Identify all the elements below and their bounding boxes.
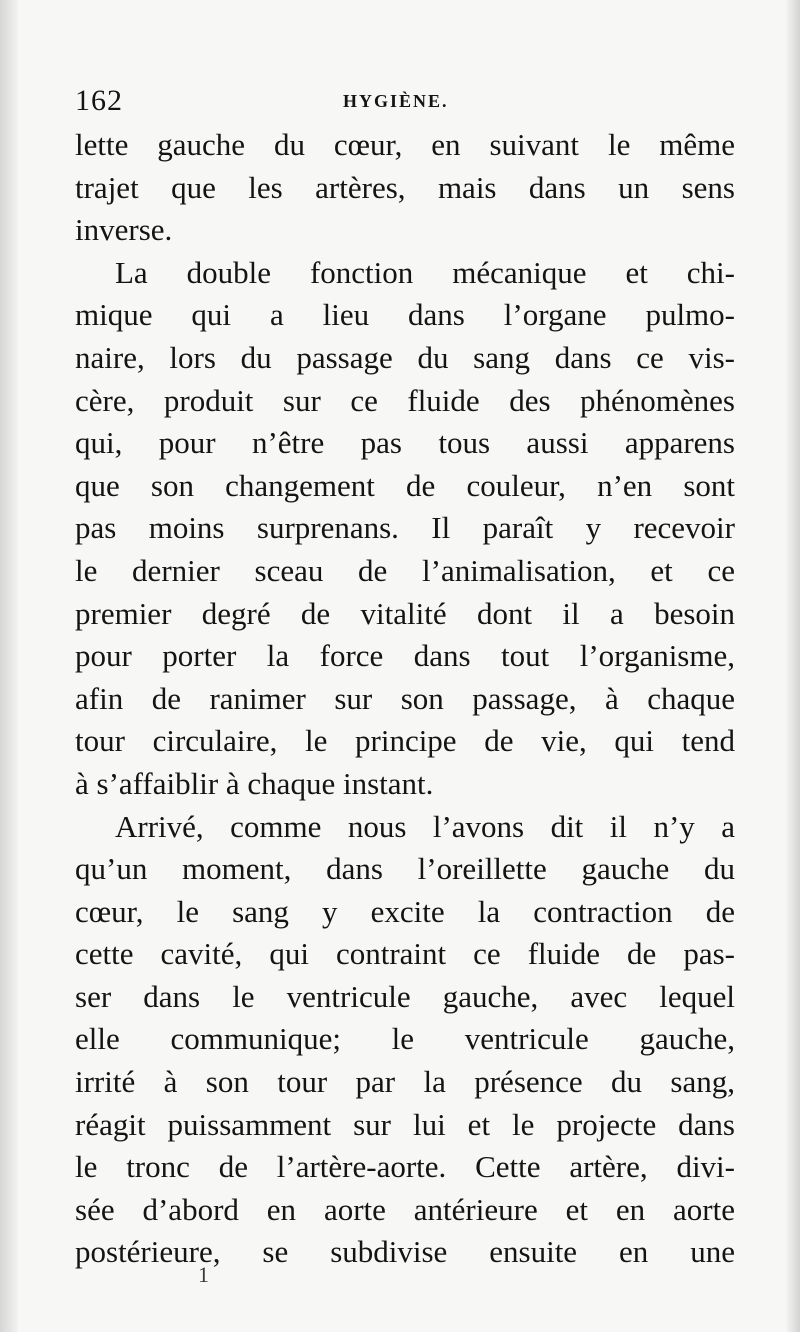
text-line: mique qui a lieu dans l’organe pulmo- <box>75 297 735 333</box>
text-line: à s’affaiblir à chaque instant. <box>75 765 434 801</box>
footer-mark: 1 <box>198 1262 209 1287</box>
page-edge-shadow <box>786 0 800 1332</box>
text-line: inverse. <box>75 212 173 248</box>
text-line: trajet que les artères, mais dans un sens <box>75 169 735 205</box>
text-line: sée d’abord en aorte antérieure et en aorte <box>75 1191 735 1227</box>
page-number: 162 <box>75 84 123 117</box>
text-line: Arrivé, comme nous l’avons dit il n’y a <box>115 808 735 844</box>
text-line: premier degré de vitalité dont il a besoin <box>75 595 735 631</box>
text-line: ser dans le ventricule gauche, avec lequel <box>75 978 735 1014</box>
text-line: réagit puissamment sur lui et le projecte dans <box>75 1106 735 1142</box>
text-line: qui, pour n’être pas tous aussi apparens <box>75 425 735 461</box>
text-line: que son changement de couleur, n’en sont <box>75 467 735 503</box>
text-line: La double fonction mécanique et chi- <box>115 254 735 290</box>
text-line: afin de ranimer sur son passage, à chaque <box>75 680 735 716</box>
text-line: postérieure, se subdivise ensuite en une <box>75 1234 735 1270</box>
text-line: pour porter la force dans tout l’organisme, <box>75 638 735 674</box>
text-line: cœur, le sang y excite la contraction de <box>75 893 735 929</box>
text-line: tour circulaire, le principe de vie, qui tend <box>75 723 735 759</box>
text-line: cette cavité, qui contraint ce fluide de pas- <box>75 936 735 972</box>
text-line: qu’un moment, dans l’oreillette gauche du <box>75 851 735 887</box>
body-text <box>75 124 735 1274</box>
text-line: lette gauche du cœur, en suivant le même <box>75 127 735 162</box>
text-line: elle communique; le ventricule gauche, <box>75 1021 735 1057</box>
text-line: irrité à son tour par la présence du sang, <box>75 1064 735 1100</box>
text-line: cère, produit sur ce fluide des phénomènes <box>75 382 735 418</box>
text-line: le tronc de l’artère-aorte. Cette artère, divi- <box>75 1149 735 1185</box>
text-line: naire, lors du passage du sang dans ce vis- <box>75 339 735 375</box>
text-line: pas moins surprenans. Il paraît y recevoir <box>75 510 735 546</box>
page-header <box>75 84 735 120</box>
running-head: HYGIÈNE. <box>343 91 449 111</box>
text-line: le dernier sceau de l’animalisation, et ce <box>75 552 735 588</box>
page-gutter-shadow <box>0 0 18 1332</box>
